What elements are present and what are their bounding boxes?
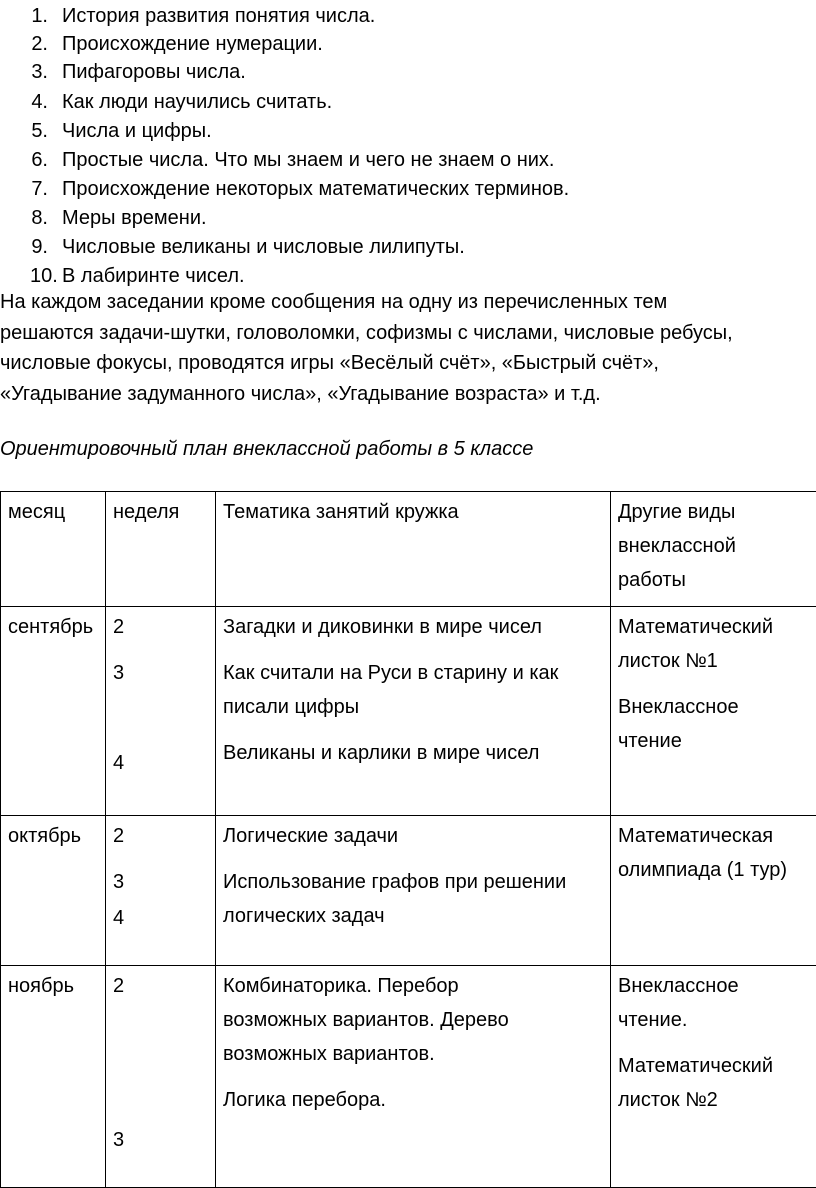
table-row (1, 816, 816, 966)
other-line: Математический (618, 1055, 774, 1077)
paragraph-line: «Угадывание задуманного числа», «Угадывание возраста» и т.д. (0, 382, 601, 405)
paragraph-line: решаются задачи-шутки, головоломки, софизмы с числами, числовые ребусы, (0, 321, 733, 344)
topic-number: 2. (31, 33, 48, 55)
other-line: листок №2 (618, 1089, 718, 1111)
topic-text: Происхождение нумерации. (62, 33, 323, 55)
week-number: 3 (113, 871, 125, 893)
other-line: чтение (618, 730, 682, 752)
header-topic: Тематика занятий кружка (216, 492, 611, 607)
topic-line: Логические задачи (223, 825, 399, 847)
month-cell: сентябрь (1, 607, 106, 816)
other-line: олимпиада (1 тур) (618, 859, 788, 881)
week-number: 4 (113, 752, 125, 774)
topic-text: Числовые великаны и числовые лилипуты. (62, 236, 465, 258)
topic-line: Логика перебора. (223, 1089, 386, 1111)
plan-title: Ориентировочный план внеклассной работы в 5 классе (0, 438, 534, 460)
topic-text: Меры времени. (62, 207, 207, 229)
weeks-cell (106, 607, 216, 816)
week-number: 3 (113, 662, 125, 684)
topic-number: 5. (31, 120, 48, 142)
header-week: неделя (106, 492, 216, 607)
topic-number: 7. (31, 178, 48, 200)
other-line: Математический (618, 616, 774, 638)
topic-number: 3. (31, 61, 48, 83)
month-cell: ноябрь (1, 966, 106, 1188)
header-other-line: работы (618, 569, 686, 591)
table-row (1, 607, 816, 816)
table-row (1, 966, 816, 1188)
header-month: месяц (1, 492, 106, 607)
topic-line: Как считали на Руси в старину и как (223, 662, 559, 684)
header-other-line: внеклассной (618, 535, 736, 557)
week-number: 2 (113, 975, 125, 997)
other-line: чтение. (618, 1009, 688, 1031)
paragraph-line: На каждом заседании кроме сообщения на одну из перечисленных тем (0, 291, 668, 313)
topic-line: Великаны и карлики в мире чисел (223, 742, 540, 764)
header-other (611, 492, 816, 607)
header-other-line: Другие виды (618, 501, 736, 523)
topic-number: 6. (31, 149, 48, 171)
other-line: Внеклассное (618, 975, 739, 997)
topic-number: 10. (30, 265, 58, 287)
other-cell (611, 816, 816, 966)
topic-line: логических задач (223, 905, 385, 927)
weeks-cell (106, 966, 216, 1188)
week-number: 2 (113, 825, 125, 847)
topics-cell (216, 816, 611, 966)
topic-number: 4. (31, 91, 48, 113)
topic-line: Комбинаторика. Перебор (223, 975, 459, 997)
weeks-cell (106, 816, 216, 966)
topic-line: возможных вариантов. (223, 1043, 435, 1065)
other-line: Внеклассное (618, 696, 739, 718)
topic-line: Использование графов при решении (223, 871, 567, 893)
week-number: 4 (113, 907, 125, 929)
topic-number: 9. (31, 236, 48, 258)
topics-cell (216, 607, 611, 816)
other-cell (611, 966, 816, 1188)
other-line: Математическая (618, 825, 774, 847)
topic-text: Числа и цифры. (62, 120, 212, 142)
topic-text: Простые числа. Что мы знаем и чего не знаем о них. (62, 149, 555, 171)
other-line: листок №1 (618, 650, 718, 672)
topic-text: История развития понятия числа. (62, 5, 376, 27)
topic-text: В лабиринте чисел. (62, 265, 245, 287)
month-cell: октябрь (1, 816, 106, 966)
table-header-row (1, 492, 816, 607)
topic-line: писали цифры (223, 696, 360, 718)
week-number: 2 (113, 616, 125, 638)
topics-cell (216, 966, 611, 1188)
week-number: 3 (113, 1129, 125, 1151)
other-cell (611, 607, 816, 816)
paragraph-line: числовые фокусы, проводятся игры «Весёлый счёт», «Быстрый счёт», (0, 352, 659, 374)
topic-text: Пифагоровы числа. (62, 61, 246, 83)
plan-table (0, 491, 816, 1188)
topic-line: возможных вариантов. Дерево (223, 1009, 509, 1031)
description-paragraph (0, 287, 816, 409)
topic-text: Как люди научились считать. (62, 91, 333, 113)
topic-number: 1. (31, 5, 48, 27)
topic-number: 8. (31, 207, 48, 229)
topic-text: Происхождение некоторых математических терминов. (62, 178, 570, 200)
topic-line: Загадки и диковинки в мире чисел (223, 616, 542, 638)
